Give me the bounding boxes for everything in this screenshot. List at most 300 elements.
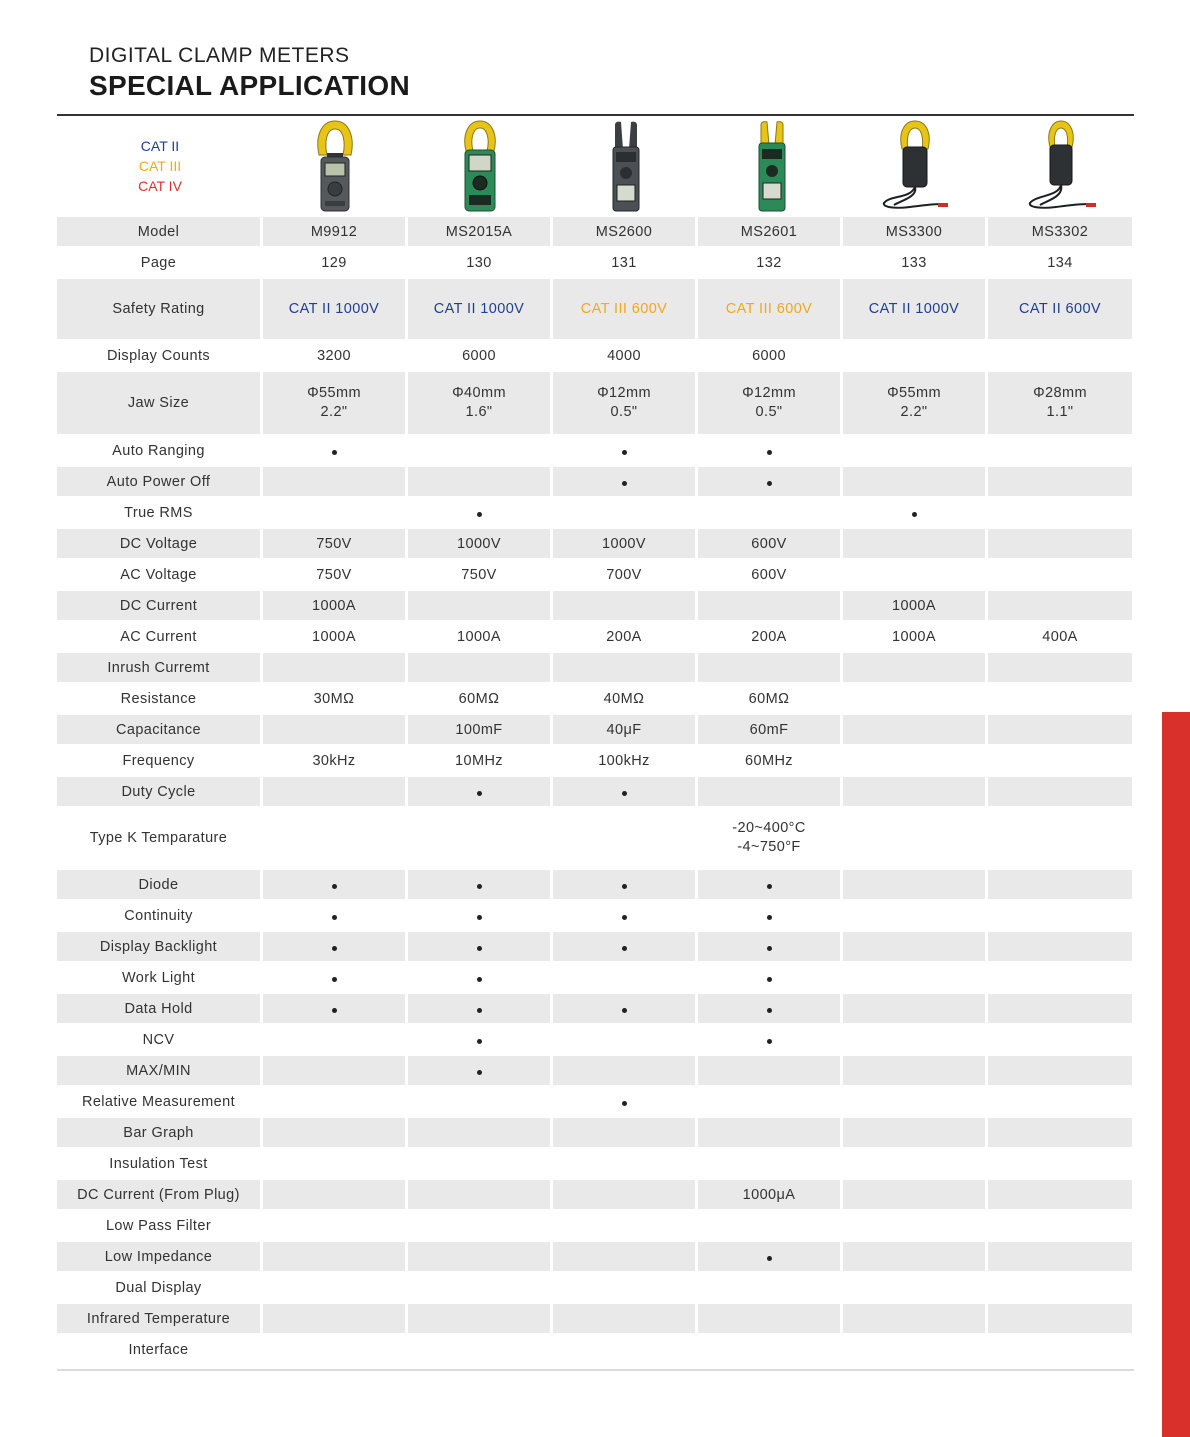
table-cell — [843, 498, 985, 529]
table-cell — [698, 1087, 840, 1118]
table-cell — [553, 1025, 695, 1056]
table-cell — [553, 653, 695, 684]
table-cell — [988, 591, 1132, 622]
table-cell — [408, 591, 550, 622]
table-cell — [698, 994, 840, 1025]
row-label: Dual Display — [57, 1273, 260, 1304]
table-cell — [263, 1273, 405, 1304]
table-cell — [843, 1242, 985, 1273]
row-label: True RMS — [57, 498, 260, 529]
row-label: Page — [57, 248, 260, 279]
feature-dot — [767, 977, 772, 982]
table-cell: 131 — [553, 248, 695, 279]
table-cell — [698, 1118, 840, 1149]
table-cell: 30kHz — [263, 746, 405, 777]
table-cell — [408, 1211, 550, 1242]
table-cell: Φ12mm 0.5" — [553, 372, 695, 436]
table-cell — [263, 1304, 405, 1335]
table-cell — [988, 560, 1132, 591]
row-label: Relative Measurement — [57, 1087, 260, 1118]
table-cell: 600V — [698, 529, 840, 560]
table-cell: 4000 — [553, 341, 695, 372]
feature-dot — [622, 946, 627, 951]
table-cell: CAT II 600V — [988, 279, 1132, 341]
table-row — [57, 591, 1132, 622]
table-cell: 600V — [698, 560, 840, 591]
table-cell — [263, 777, 405, 808]
table-cell — [698, 498, 840, 529]
table-cell: MS3300 — [843, 217, 985, 248]
row-label: Duty Cycle — [57, 777, 260, 808]
table-cell — [698, 1335, 840, 1366]
table-cell — [843, 436, 985, 467]
table-cell — [843, 1087, 985, 1118]
table-cell: MS2600 — [553, 217, 695, 248]
table-cell — [408, 870, 550, 901]
table-cell — [988, 1056, 1132, 1087]
table-row — [57, 1242, 1132, 1273]
table-cell — [553, 436, 695, 467]
table-cell — [263, 963, 405, 994]
feature-dot — [622, 481, 627, 486]
table-cell — [988, 932, 1132, 963]
feature-dot — [477, 946, 482, 951]
table-cell — [988, 1273, 1132, 1304]
table-cell — [408, 1025, 550, 1056]
table-cell — [263, 808, 405, 870]
table-cell: 40μF — [553, 715, 695, 746]
table-cell — [843, 467, 985, 498]
table-cell — [843, 1304, 985, 1335]
table-cell — [988, 777, 1132, 808]
table-row — [57, 341, 1132, 372]
table-row — [57, 808, 1132, 870]
row-label: Type K Temparature — [57, 808, 260, 870]
table-cell — [263, 994, 405, 1025]
row-label: Jaw Size — [57, 372, 260, 436]
table-row — [57, 1087, 1132, 1118]
table-cell — [263, 1335, 405, 1366]
table-row — [57, 963, 1132, 994]
table-row — [57, 1273, 1132, 1304]
table-row — [57, 1056, 1132, 1087]
table-cell — [843, 684, 985, 715]
cat-legend-item: CAT II — [140, 138, 180, 154]
table-cell: Φ55mm 2.2" — [843, 372, 985, 436]
table-cell: MS3302 — [988, 217, 1132, 248]
table-cell — [263, 1180, 405, 1211]
table-cell — [843, 1273, 985, 1304]
table-row — [57, 1335, 1132, 1366]
table-cell — [408, 1273, 550, 1304]
table-cell: 1000A — [843, 591, 985, 622]
table-cell — [408, 901, 550, 932]
table-cell: 60MHz — [698, 746, 840, 777]
table-cell — [408, 1242, 550, 1273]
table-row — [57, 932, 1132, 963]
table-cell — [843, 1025, 985, 1056]
table-cell: 130 — [408, 248, 550, 279]
table-cell: 3200 — [263, 341, 405, 372]
table-cell — [988, 1180, 1132, 1211]
table-cell: 133 — [843, 248, 985, 279]
row-label: Diode — [57, 870, 260, 901]
table-cell: 400A — [988, 622, 1132, 653]
page-subtitle: DIGITAL CLAMP METERS — [89, 44, 350, 67]
table-cell — [698, 1242, 840, 1273]
table-cell: 1000V — [408, 529, 550, 560]
clamp-meter-ms2600-icon — [608, 119, 644, 213]
table-cell — [553, 1335, 695, 1366]
row-label: Auto Power Off — [57, 467, 260, 498]
table-cell — [408, 1118, 550, 1149]
table-cell — [843, 994, 985, 1025]
table-cell — [263, 1149, 405, 1180]
row-label: AC Voltage — [57, 560, 260, 591]
table-cell — [988, 1335, 1132, 1366]
table-cell — [988, 653, 1132, 684]
table-cell — [843, 560, 985, 591]
table-cell: 134 — [988, 248, 1132, 279]
table-row — [57, 467, 1132, 498]
table-cell — [553, 1087, 695, 1118]
table-cell — [553, 467, 695, 498]
table-cell — [408, 777, 550, 808]
table-cell — [843, 932, 985, 963]
table-row — [57, 1118, 1132, 1149]
table-cell — [988, 746, 1132, 777]
page-title: SPECIAL APPLICATION — [89, 70, 410, 101]
table-cell — [263, 1056, 405, 1087]
feature-dot — [767, 450, 772, 455]
table-cell — [698, 653, 840, 684]
table-cell — [843, 715, 985, 746]
table-cell — [263, 498, 405, 529]
table-cell — [553, 994, 695, 1025]
table-cell — [843, 529, 985, 560]
table-cell — [553, 1242, 695, 1273]
feature-dot — [912, 512, 917, 517]
row-label: Infrared Temperature — [57, 1304, 260, 1335]
table-cell — [988, 1087, 1132, 1118]
table-cell — [408, 808, 550, 870]
table-cell: 60MΩ — [698, 684, 840, 715]
table-cell — [263, 932, 405, 963]
feature-dot — [477, 915, 482, 920]
table-cell — [843, 777, 985, 808]
clamp-meter-m9912-icon — [313, 119, 357, 213]
row-label: Insulation Test — [57, 1149, 260, 1180]
table-cell — [988, 808, 1132, 870]
table-cell: 750V — [408, 560, 550, 591]
feature-dot — [477, 791, 482, 796]
header-divider — [57, 114, 1134, 116]
table-cell: CAT III 600V — [553, 279, 695, 341]
table-cell — [263, 436, 405, 467]
table-cell — [408, 653, 550, 684]
table-cell — [408, 932, 550, 963]
row-label: Work Light — [57, 963, 260, 994]
table-cell — [553, 1149, 695, 1180]
table-cell — [553, 808, 695, 870]
table-cell — [698, 1211, 840, 1242]
table-row — [57, 622, 1132, 653]
feature-dot — [622, 450, 627, 455]
feature-dot — [477, 512, 482, 517]
table-cell: -20~400°C -4~750°F — [698, 808, 840, 870]
feature-dot — [477, 1039, 482, 1044]
table-bottom-rule — [57, 1369, 1134, 1371]
feature-dot — [332, 915, 337, 920]
table-cell: 132 — [698, 248, 840, 279]
table-cell — [988, 684, 1132, 715]
row-label: Resistance — [57, 684, 260, 715]
table-cell: 60MΩ — [408, 684, 550, 715]
table-row — [57, 684, 1132, 715]
table-cell: 700V — [553, 560, 695, 591]
clamp-probe-ms3300-icon — [880, 119, 950, 213]
table-cell — [408, 467, 550, 498]
table-cell — [843, 1056, 985, 1087]
table-cell — [408, 963, 550, 994]
table-cell — [408, 436, 550, 467]
table-cell — [843, 870, 985, 901]
table-cell — [263, 1025, 405, 1056]
table-cell — [988, 994, 1132, 1025]
row-label: Low Pass Filter — [57, 1211, 260, 1242]
table-row — [57, 901, 1132, 932]
table-cell: 750V — [263, 560, 405, 591]
row-label: NCV — [57, 1025, 260, 1056]
row-label: Display Backlight — [57, 932, 260, 963]
table-cell — [988, 467, 1132, 498]
table-cell — [988, 436, 1132, 467]
table-cell — [408, 1180, 550, 1211]
table-cell: 200A — [553, 622, 695, 653]
table-cell: Φ40mm 1.6" — [408, 372, 550, 436]
table-cell — [698, 777, 840, 808]
feature-dot — [477, 977, 482, 982]
table-row — [57, 279, 1132, 341]
page-header — [89, 44, 410, 102]
table-cell — [843, 1149, 985, 1180]
feature-dot — [477, 1070, 482, 1075]
table-cell: 1000A — [263, 622, 405, 653]
table-cell — [843, 341, 985, 372]
table-cell — [553, 1180, 695, 1211]
feature-dot — [767, 1256, 772, 1261]
table-cell — [988, 1149, 1132, 1180]
feature-dot — [332, 946, 337, 951]
table-cell — [263, 870, 405, 901]
cat-legend-item: CAT IV — [138, 178, 182, 194]
table-row — [57, 1149, 1132, 1180]
row-label: Bar Graph — [57, 1118, 260, 1149]
table-row — [57, 1211, 1132, 1242]
table-cell — [698, 436, 840, 467]
table-row — [57, 746, 1132, 777]
table-row — [57, 560, 1132, 591]
row-label: Safety Rating — [57, 279, 260, 341]
table-cell — [843, 653, 985, 684]
table-cell: 1000A — [843, 622, 985, 653]
table-cell — [553, 963, 695, 994]
table-cell — [263, 1211, 405, 1242]
table-cell — [408, 498, 550, 529]
table-cell — [843, 1211, 985, 1242]
table-cell — [553, 1211, 695, 1242]
table-cell: 100kHz — [553, 746, 695, 777]
table-cell — [263, 653, 405, 684]
row-label: Low Impedance — [57, 1242, 260, 1273]
feature-dot — [767, 481, 772, 486]
table-cell: 6000 — [408, 341, 550, 372]
table-cell — [553, 498, 695, 529]
table-row — [57, 715, 1132, 746]
table-row — [57, 529, 1132, 560]
clamp-meter-ms2015a-icon — [460, 119, 500, 213]
table-row — [57, 870, 1132, 901]
table-cell: 100mF — [408, 715, 550, 746]
table-cell — [843, 808, 985, 870]
table-cell — [843, 1335, 985, 1366]
table-cell: Φ12mm 0.5" — [698, 372, 840, 436]
table-cell — [553, 932, 695, 963]
table-cell — [988, 498, 1132, 529]
table-cell — [698, 870, 840, 901]
table-cell — [988, 715, 1132, 746]
table-cell — [553, 1118, 695, 1149]
table-cell: 10MHz — [408, 746, 550, 777]
table-cell: Φ55mm 2.2" — [263, 372, 405, 436]
feature-dot — [477, 884, 482, 889]
table-cell — [988, 1304, 1132, 1335]
table-cell — [843, 963, 985, 994]
table-cell — [408, 1335, 550, 1366]
table-cell: CAT II 1000V — [408, 279, 550, 341]
table-cell — [553, 1304, 695, 1335]
table-cell — [698, 963, 840, 994]
table-cell: CAT II 1000V — [843, 279, 985, 341]
table-cell — [553, 777, 695, 808]
table-cell — [698, 467, 840, 498]
table-cell — [263, 1118, 405, 1149]
table-row — [57, 217, 1132, 248]
table-cell — [263, 1242, 405, 1273]
table-cell — [408, 1087, 550, 1118]
feature-dot — [332, 884, 337, 889]
table-cell — [553, 901, 695, 932]
table-row — [57, 994, 1132, 1025]
table-row — [57, 1304, 1132, 1335]
feature-dot — [332, 977, 337, 982]
row-label: Data Hold — [57, 994, 260, 1025]
row-label: Capacitance — [57, 715, 260, 746]
table-cell — [263, 901, 405, 932]
table-row — [57, 248, 1132, 279]
feature-dot — [622, 791, 627, 796]
feature-dot — [767, 1008, 772, 1013]
row-label: MAX/MIN — [57, 1056, 260, 1087]
table-cell — [263, 715, 405, 746]
row-label: DC Current — [57, 591, 260, 622]
table-cell: Φ28mm 1.1" — [988, 372, 1132, 436]
table-cell — [988, 529, 1132, 560]
feature-dot — [767, 946, 772, 951]
table-cell: 6000 — [698, 341, 840, 372]
clamp-probe-ms3302-icon — [1024, 119, 1098, 213]
feature-dot — [622, 884, 627, 889]
table-cell — [843, 746, 985, 777]
accent-side-bar — [1162, 712, 1190, 1437]
row-label: DC Voltage — [57, 529, 260, 560]
table-cell — [698, 1056, 840, 1087]
table-row — [57, 1025, 1132, 1056]
table-cell — [988, 341, 1132, 372]
table-cell — [988, 963, 1132, 994]
feature-dot — [767, 915, 772, 920]
row-label: Frequency — [57, 746, 260, 777]
feature-dot — [767, 884, 772, 889]
row-label: Continuity — [57, 901, 260, 932]
table-cell: 40MΩ — [553, 684, 695, 715]
row-label: Interface — [57, 1335, 260, 1366]
table-cell — [988, 1025, 1132, 1056]
table-cell — [698, 1304, 840, 1335]
table-cell — [553, 1056, 695, 1087]
table-cell — [408, 1056, 550, 1087]
table-cell — [843, 1118, 985, 1149]
table-cell — [408, 994, 550, 1025]
table-cell — [988, 870, 1132, 901]
table-cell: CAT II 1000V — [263, 279, 405, 341]
row-label: DC Current (From Plug) — [57, 1180, 260, 1211]
feature-dot — [332, 450, 337, 455]
row-label: Model — [57, 217, 260, 248]
table-cell — [408, 1149, 550, 1180]
row-label: Auto Ranging — [57, 436, 260, 467]
table-cell: CAT III 600V — [698, 279, 840, 341]
table-cell: MS2015A — [408, 217, 550, 248]
feature-dot — [477, 1008, 482, 1013]
feature-dot — [767, 1039, 772, 1044]
cat-legend-item: CAT III — [138, 158, 182, 174]
table-cell — [553, 1273, 695, 1304]
table-cell — [988, 901, 1132, 932]
table-row — [57, 1180, 1132, 1211]
table-cell — [263, 1087, 405, 1118]
table-cell: 1000μA — [698, 1180, 840, 1211]
clamp-meter-ms2601-icon — [754, 119, 790, 213]
row-label: AC Current — [57, 622, 260, 653]
table-cell: 200A — [698, 622, 840, 653]
table-cell — [843, 901, 985, 932]
row-label: Display Counts — [57, 341, 260, 372]
table-cell — [698, 901, 840, 932]
table-cell — [843, 1180, 985, 1211]
cat-legend — [57, 136, 263, 196]
table-row — [57, 777, 1132, 808]
table-cell — [698, 932, 840, 963]
table-cell: 129 — [263, 248, 405, 279]
table-cell: 1000A — [263, 591, 405, 622]
table-cell — [553, 591, 695, 622]
table-cell — [408, 1304, 550, 1335]
feature-dot — [622, 1101, 627, 1106]
spec-table — [54, 217, 1135, 1366]
table-cell — [698, 1273, 840, 1304]
table-cell — [263, 467, 405, 498]
